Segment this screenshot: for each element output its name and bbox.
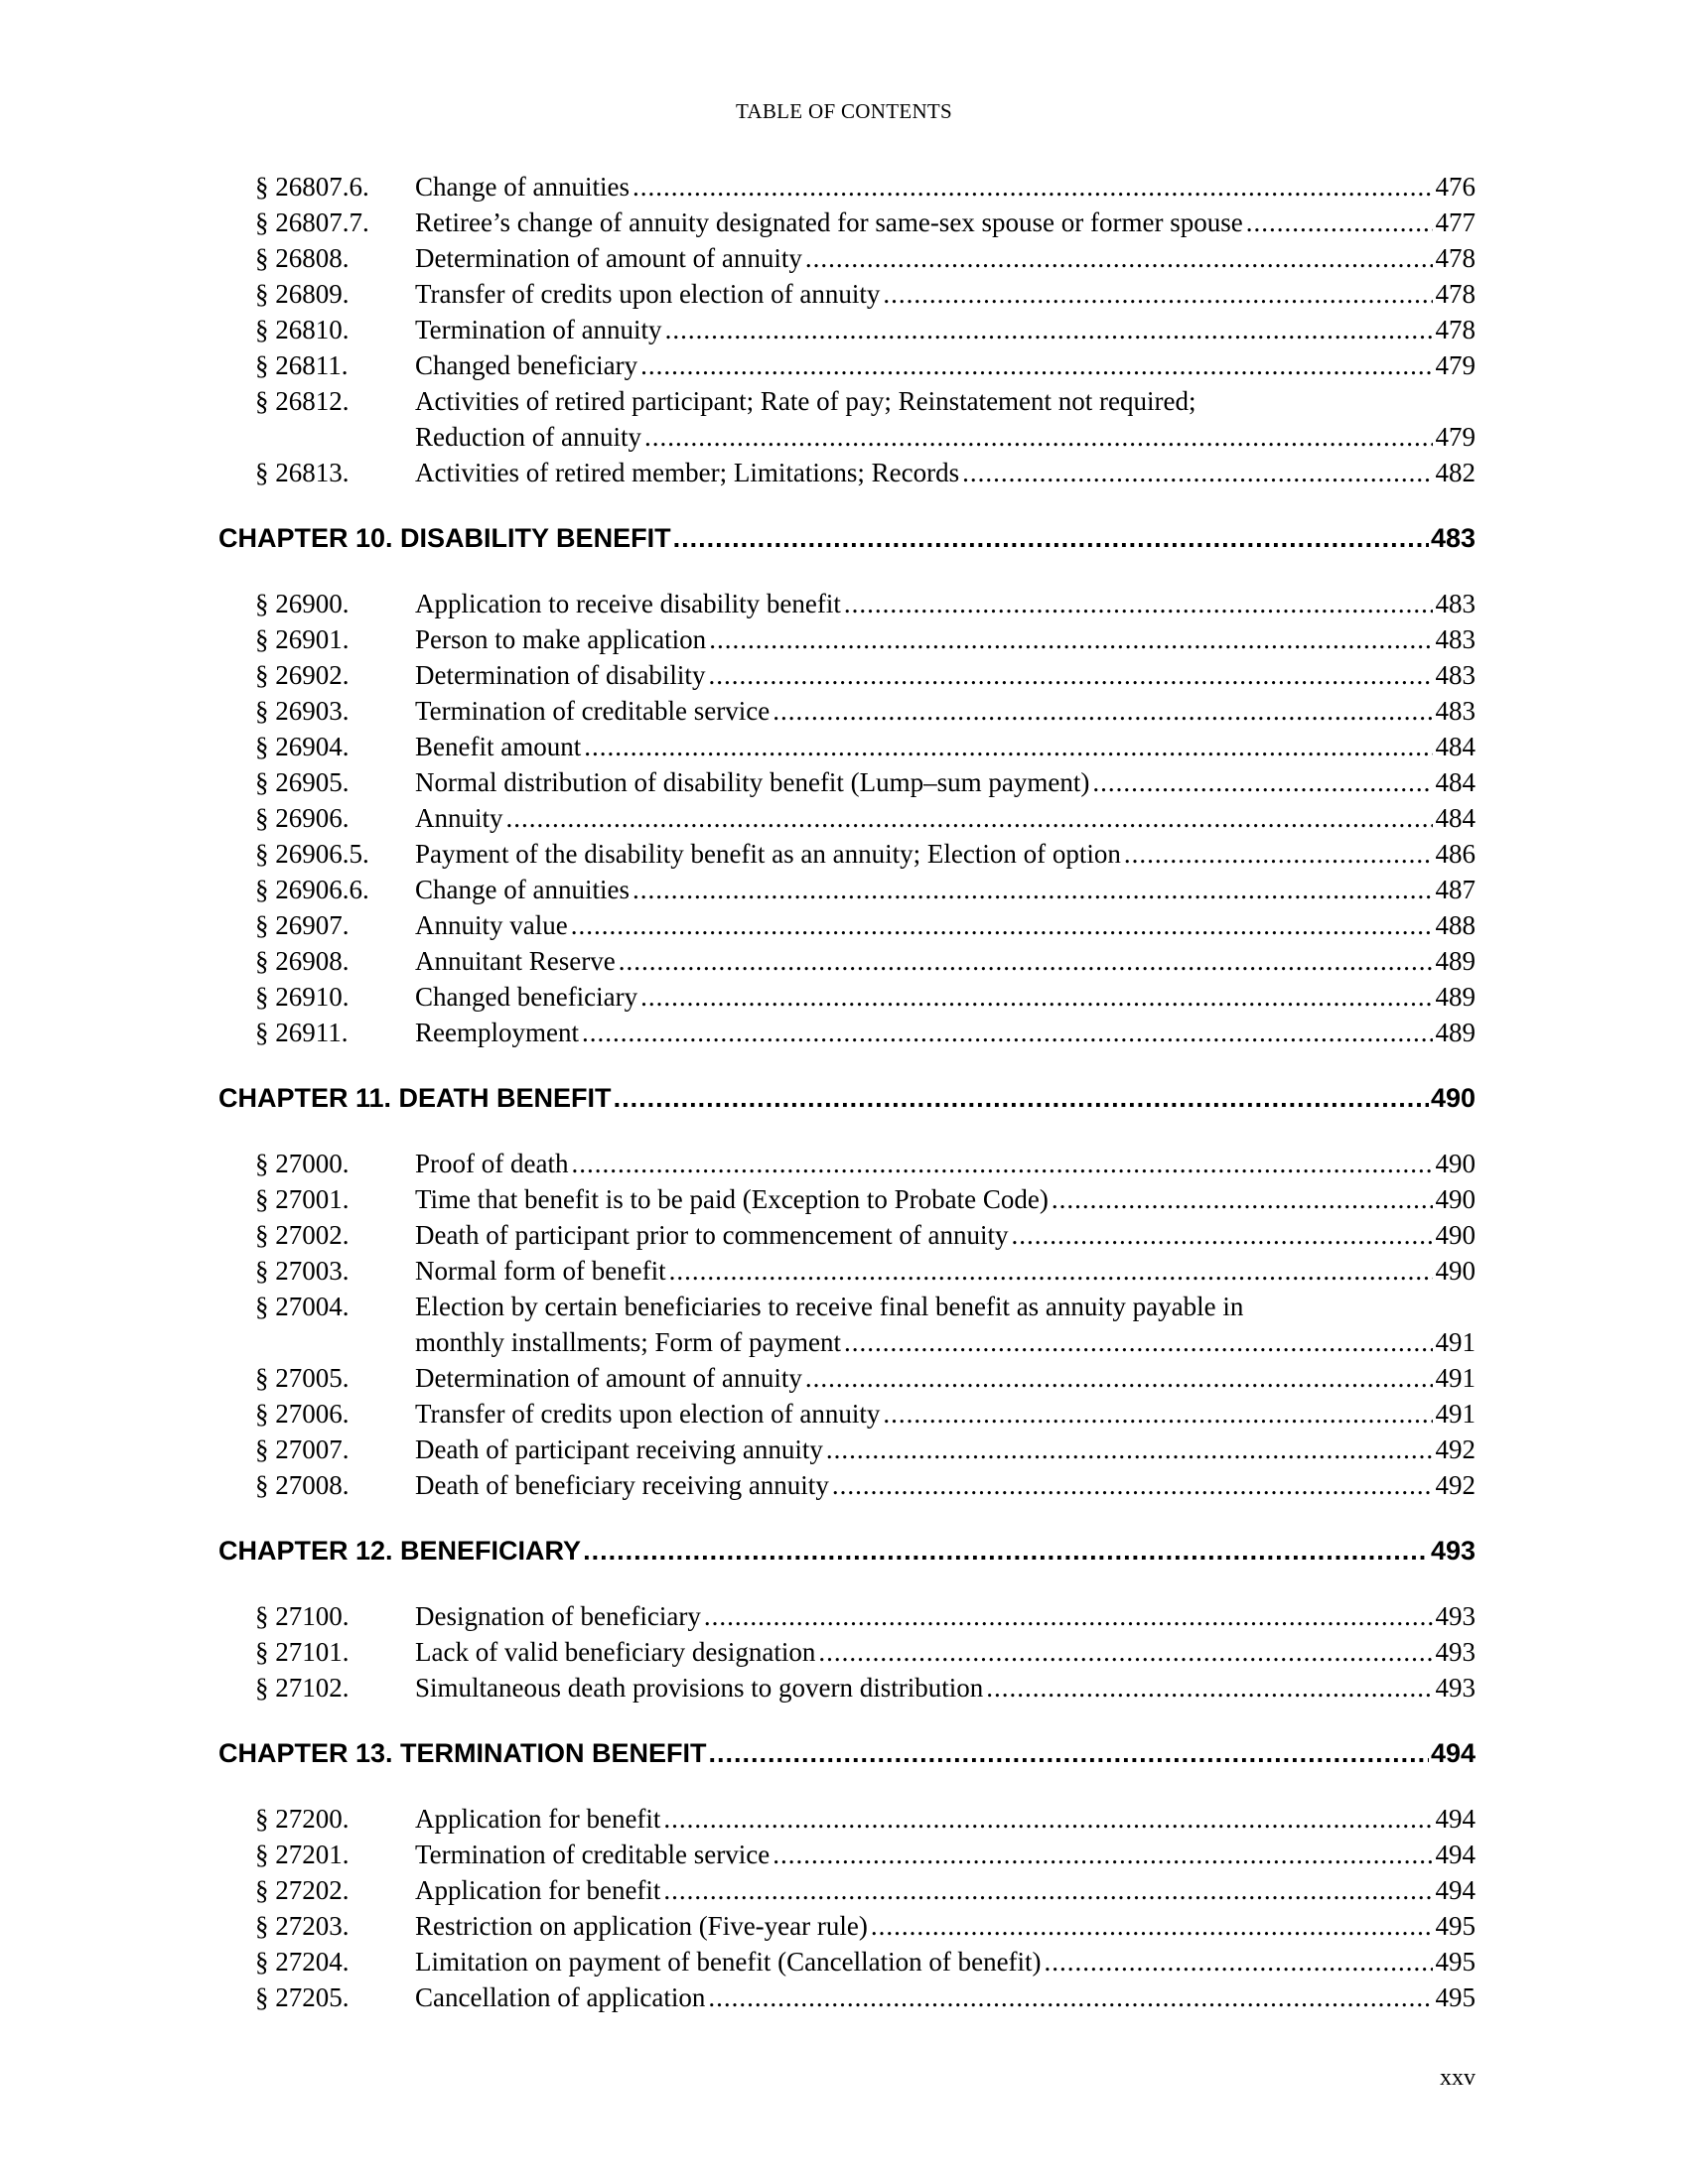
section-title: Transfer of credits upon election of annuity [415,1399,881,1429]
toc-entry[interactable] [218,1944,1476,1979]
toc-entry-line [218,1324,1476,1360]
section-number: § 27203. [255,1911,350,1941]
page-header: TABLE OF CONTENTS [735,99,953,123]
section-page-number: 493 [1435,1673,1476,1703]
section-page-number: 495 [1435,1911,1476,1941]
toc-entry[interactable] [218,455,1476,490]
toc-entry[interactable] [218,1467,1476,1503]
chapter-heading[interactable] [218,1533,1476,1569]
section-number: § 27102. [255,1673,350,1703]
chapter-title: CHAPTER 12. BENEFICIARY [218,1536,582,1566]
toc-entry[interactable] [218,657,1476,693]
section-page-number: 484 [1435,732,1476,761]
toc-entry[interactable] [218,800,1476,836]
section-title: Annuitant Reserve [415,946,616,976]
section-number: § 26911. [255,1018,349,1047]
section-title: Simultaneous death provisions to govern distribution [415,1673,984,1703]
toc-entry[interactable] [218,1146,1476,1181]
dot-leader [1124,836,1433,872]
dot-leader [644,419,1433,455]
section-page-number: 491 [1435,1399,1476,1429]
dot-leader [704,1598,1433,1634]
section-number: § 26813. [255,458,350,487]
dot-leader [571,907,1433,943]
dot-leader [506,800,1433,836]
section-page-number: 489 [1435,946,1476,976]
section-page-number: 491 [1435,1327,1476,1357]
chapter-heading[interactable] [218,1080,1476,1116]
dot-leader [708,657,1432,693]
dot-leader [805,240,1433,276]
toc-entry[interactable] [218,312,1476,347]
chapter-title: CHAPTER 10. DISABILITY BENEFIT [218,523,671,553]
toc-entry[interactable] [218,729,1476,764]
section-title: Annuity [415,803,503,833]
dot-leader [665,312,1433,347]
section-title: Activities of retired member; Limitations; Records [415,458,960,487]
chapter-heading[interactable] [218,520,1476,556]
section-page-number: 483 [1435,696,1476,726]
section-number: § 26807.6. [255,172,369,202]
toc-entry-line [218,1289,1476,1324]
section-title: Transfer of credits upon election of annuity [415,279,881,309]
section-page-number: 478 [1435,315,1476,344]
toc-entry[interactable] [218,586,1476,621]
toc-entry[interactable] [218,276,1476,312]
section-page-number: 479 [1435,422,1476,452]
section-title: Application for benefit [415,1875,661,1905]
toc-entry[interactable] [218,1217,1476,1253]
dot-leader [773,693,1432,729]
section-number: § 26807.7. [255,207,369,237]
section-title: Retiree’s change of annuity designated for same-sex spouse or former spouse [415,207,1243,237]
toc-entry[interactable] [218,1979,1476,2015]
section-title: Change of annuities [415,875,630,904]
dot-leader [663,1872,1432,1908]
dot-leader [844,1324,1433,1360]
section-number: § 26810. [255,315,350,344]
section-number: § 26907. [255,910,350,940]
section-number: § 27205. [255,1982,350,2012]
section-page-number: 486 [1435,839,1476,869]
section-title: Termination of creditable service [415,696,771,726]
section-title: Time that benefit is to be paid (Exception to Probate Code) [415,1184,1049,1214]
dot-leader [614,1080,1429,1116]
section-title: Cancellation of application [415,1982,706,2012]
toc-entry[interactable] [218,1634,1476,1670]
section-number: § 27003. [255,1256,350,1286]
section-number: § 27008. [255,1470,350,1500]
section-title: Activities of retired participant; Rate of pay; Reinstatement not required; [415,386,1196,416]
chapter-page-number: 493 [1430,1536,1476,1566]
section-title: Change of annuities [415,172,630,202]
toc-entry[interactable] [218,1432,1476,1467]
section-page-number: 476 [1435,172,1476,202]
section-title: Person to make application [415,624,707,654]
chapter-title: CHAPTER 11. DEATH BENEFIT [218,1083,612,1113]
section-page-number: 490 [1435,1256,1476,1286]
section-title: Payment of the disability benefit as an annuity; Election of option [415,839,1121,869]
section-page-number: 478 [1435,279,1476,309]
section-title: Annuity value [415,910,568,940]
toc-entry[interactable] [218,1360,1476,1396]
toc-entry[interactable] [218,621,1476,657]
section-title: Lack of valid beneficiary designation [415,1637,816,1667]
toc-entry[interactable] [218,240,1476,276]
section-page-number: 483 [1435,589,1476,618]
dot-leader [883,1396,1432,1432]
dot-leader [1092,764,1432,800]
section-page-number: 484 [1435,803,1476,833]
dot-leader [633,169,1433,205]
toc-entry[interactable] [218,1181,1476,1217]
section-page-number: 492 [1435,1434,1476,1464]
section-title: Determination of disability [415,660,706,690]
chapter-page-number: 494 [1430,1738,1476,1768]
toc-entry[interactable] [218,1801,1476,1837]
dot-leader [709,621,1432,657]
dot-leader [844,586,1433,621]
dot-leader [633,872,1433,907]
toc-entry[interactable] [218,1015,1476,1050]
section-title: Reemployment [415,1018,579,1047]
section-title: Normal form of benefit [415,1256,666,1286]
section-number: § 26900. [255,589,350,618]
dot-leader [663,1801,1432,1837]
dot-leader [708,1979,1432,2015]
section-page-number: 495 [1435,1947,1476,1977]
section-title: Determination of amount of annuity [415,243,802,273]
section-page-number: 494 [1435,1840,1476,1869]
section-number: § 26811. [255,350,349,380]
section-page-number: 489 [1435,982,1476,1012]
toc-entry[interactable] [218,943,1476,979]
section-page-number: 478 [1435,243,1476,273]
dot-leader [1052,1181,1433,1217]
section-title: Application to receive disability benefit [415,589,841,618]
section-title-continued: monthly installments; Form of payment [415,1327,841,1357]
section-number: § 26809. [255,279,350,309]
section-page-number: 493 [1435,1637,1476,1667]
section-title: Death of participant receiving annuity [415,1434,823,1464]
section-title: Changed beneficiary [415,350,638,380]
section-number: § 27004. [255,1292,350,1321]
section-page-number: 490 [1435,1149,1476,1178]
section-page-number: 483 [1435,624,1476,654]
section-title: Designation of beneficiary [415,1601,701,1631]
section-number: § 27200. [255,1804,350,1834]
dot-leader [1246,205,1433,240]
section-number: § 26808. [255,243,350,273]
dot-leader [962,455,1432,490]
section-page-number: 487 [1435,875,1476,904]
section-number: § 27002. [255,1220,350,1250]
toc-entry[interactable] [218,169,1476,205]
dot-leader [571,1146,1432,1181]
section-page-number: 479 [1435,350,1476,380]
dot-leader [619,943,1433,979]
section-number: § 26906. [255,803,350,833]
section-page-number: 492 [1435,1470,1476,1500]
dot-leader [773,1837,1432,1872]
section-title: Termination of annuity [415,315,662,344]
section-title: Determination of amount of annuity [415,1363,802,1393]
toc-entry[interactable] [218,872,1476,907]
toc-entry[interactable] [218,1253,1476,1289]
section-page-number: 490 [1435,1220,1476,1250]
section-number: § 27007. [255,1434,350,1464]
toc-entry[interactable] [218,836,1476,872]
section-number: § 27100. [255,1601,350,1631]
section-title: Death of participant prior to commencement of annuity [415,1220,1009,1250]
dot-leader [1012,1217,1433,1253]
section-number: § 26812. [255,386,350,416]
table-of-contents [218,169,1476,2015]
section-title: Termination of creditable service [415,1840,771,1869]
toc-entry[interactable] [218,1598,1476,1634]
section-number: § 27005. [255,1363,350,1393]
dot-leader [583,1533,1429,1569]
toc-entry[interactable] [218,1396,1476,1432]
dot-leader [640,979,1432,1015]
dot-leader [986,1670,1432,1706]
section-page-number: 477 [1435,207,1476,237]
dot-leader [709,1735,1429,1771]
toc-entry-line [218,383,1476,419]
section-page-number: 489 [1435,1018,1476,1047]
dot-leader [582,1015,1433,1050]
section-number: § 26902. [255,660,350,690]
chapter-page-number: 483 [1430,523,1476,553]
toc-entry[interactable] [218,1872,1476,1908]
section-number: § 27201. [255,1840,350,1869]
chapter-heading[interactable] [218,1735,1476,1771]
toc-entry[interactable] [218,979,1476,1015]
toc-entry[interactable] [218,205,1476,240]
dot-leader [673,520,1429,556]
toc-entry[interactable] [218,1837,1476,1872]
toc-entry[interactable] [218,1908,1476,1944]
dot-leader [584,729,1432,764]
toc-entry[interactable] [218,693,1476,729]
section-title: Normal distribution of disability benefit (Lump–sum payment) [415,767,1090,797]
section-number: § 27202. [255,1875,350,1905]
section-page-number: 482 [1435,458,1476,487]
section-number: § 26910. [255,982,350,1012]
dot-leader [818,1634,1432,1670]
dot-leader [871,1908,1433,1944]
section-title: Application for benefit [415,1804,661,1834]
section-title: Proof of death [415,1149,569,1178]
section-title: Changed beneficiary [415,982,638,1012]
dot-leader [1045,1944,1433,1979]
toc-entry[interactable] [218,383,1476,455]
section-page-number: 483 [1435,660,1476,690]
section-number: § 26905. [255,767,350,797]
section-number: § 27006. [255,1399,350,1429]
section-page-number: 490 [1435,1184,1476,1214]
toc-entry[interactable] [218,1289,1476,1360]
section-number: § 26901. [255,624,350,654]
chapter-page-number: 490 [1430,1083,1476,1113]
section-title: Election by certain beneficiaries to receive final benefit as annuity payable in [415,1292,1244,1321]
section-number: § 26904. [255,732,350,761]
toc-entry[interactable] [218,764,1476,800]
section-number: § 26908. [255,946,350,976]
toc-entry-line [218,419,1476,455]
dot-leader [883,276,1432,312]
section-title-continued: Reduction of annuity [415,422,641,452]
toc-entry[interactable] [218,907,1476,943]
section-page-number: 495 [1435,1982,1476,2012]
section-page-number: 493 [1435,1601,1476,1631]
section-number: § 27101. [255,1637,350,1667]
section-page-number: 494 [1435,1804,1476,1834]
dot-leader [832,1467,1433,1503]
toc-entry[interactable] [218,347,1476,383]
section-number: § 27001. [255,1184,350,1214]
section-number: § 26903. [255,696,350,726]
section-title: Limitation on payment of benefit (Cancellation of benefit) [415,1947,1042,1977]
section-page-number: 488 [1435,910,1476,940]
dot-leader [826,1432,1433,1467]
toc-entry[interactable] [218,1670,1476,1706]
section-page-number: 491 [1435,1363,1476,1393]
section-number: § 26906.6. [255,875,369,904]
dot-leader [805,1360,1433,1396]
page-number: xxv [1440,2065,1476,2091]
section-number: § 27204. [255,1947,350,1977]
section-number: § 26906.5. [255,839,369,869]
section-title: Restriction on application (Five-year rule) [415,1911,868,1941]
section-page-number: 484 [1435,767,1476,797]
section-title: Death of beneficiary receiving annuity [415,1470,829,1500]
dot-leader [640,347,1432,383]
section-page-number: 494 [1435,1875,1476,1905]
chapter-title: CHAPTER 13. TERMINATION BENEFIT [218,1738,707,1768]
section-number: § 27000. [255,1149,350,1178]
dot-leader [669,1253,1433,1289]
section-title: Benefit amount [415,732,582,761]
